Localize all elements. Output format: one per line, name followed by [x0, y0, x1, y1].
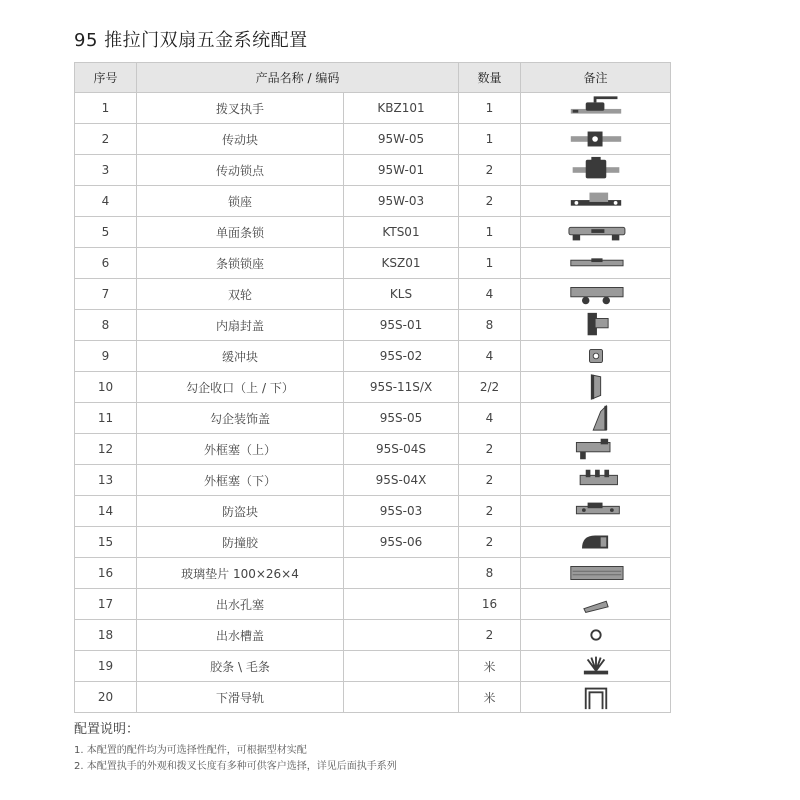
row-code: [344, 558, 459, 589]
row-no: 17: [75, 589, 137, 620]
table-row: [75, 372, 671, 403]
row-no: 13: [75, 465, 137, 496]
table-row: [75, 248, 671, 279]
row-qty: 16: [459, 589, 521, 620]
table-row: [75, 465, 671, 496]
row-no: 18: [75, 620, 137, 651]
row-no: 14: [75, 496, 137, 527]
row-no: 3: [75, 155, 137, 186]
frame-plug-top-icon: [561, 435, 631, 463]
row-remark: [521, 310, 671, 341]
row-no: 19: [75, 651, 137, 682]
frame-plug-bottom-icon: [561, 466, 631, 494]
table-header-row: [75, 63, 671, 93]
row-code: 95S-03: [344, 496, 459, 527]
row-name: 玻璃垫片 100×26×4: [137, 558, 344, 589]
row-no: 16: [75, 558, 137, 589]
header-remark: 备注: [521, 63, 671, 93]
row-qty: 1: [459, 93, 521, 124]
lock-seat-icon: [561, 187, 631, 215]
row-remark: [521, 217, 671, 248]
row-name: 外框塞（上）: [137, 434, 344, 465]
row-qty: 2: [459, 186, 521, 217]
row-name: 内扇封盖: [137, 310, 344, 341]
row-qty: 2/2: [459, 372, 521, 403]
table-row: [75, 93, 671, 124]
row-remark: [521, 372, 671, 403]
row-remark: [521, 589, 671, 620]
row-qty: 2: [459, 434, 521, 465]
row-name: 缓冲块: [137, 341, 344, 372]
row-no: 2: [75, 124, 137, 155]
bar-lock-icon: [561, 218, 631, 246]
row-qty: 4: [459, 341, 521, 372]
row-qty: 1: [459, 124, 521, 155]
anti-theft-block-icon: [561, 497, 631, 525]
row-no: 9: [75, 341, 137, 372]
page-title: 95 推拉门双扇五金系统配置: [74, 30, 308, 51]
notes-line-1: 1. 本配置的配件均为可选择性配件，可根据型材实配: [74, 745, 307, 756]
table-row: [75, 620, 671, 651]
table-row: [75, 589, 671, 620]
row-remark: [521, 682, 671, 713]
glass-shim-icon: [561, 559, 631, 587]
row-code: 95S-05: [344, 403, 459, 434]
row-code: KTS01: [344, 217, 459, 248]
table-row: [75, 279, 671, 310]
row-no: 15: [75, 527, 137, 558]
row-remark: [521, 465, 671, 496]
row-code: 95S-01: [344, 310, 459, 341]
row-code: 95S-04X: [344, 465, 459, 496]
row-name: 防撞胶: [137, 527, 344, 558]
double-wheel-icon: [561, 280, 631, 308]
row-qty: 2: [459, 465, 521, 496]
row-name: 锁座: [137, 186, 344, 217]
row-remark: [521, 527, 671, 558]
hook-cover-icon: [561, 404, 631, 432]
lock-point-icon: [561, 156, 631, 184]
row-qty: 1: [459, 248, 521, 279]
rail-icon: [561, 683, 631, 711]
row-no: 8: [75, 310, 137, 341]
row-name: 胶条 \ 毛条: [137, 651, 344, 682]
table-row: [75, 434, 671, 465]
row-code: 95S-04S: [344, 434, 459, 465]
row-name: 传动锁点: [137, 155, 344, 186]
row-no: 20: [75, 682, 137, 713]
hook-closure-icon: [561, 373, 631, 401]
row-qty: 2: [459, 620, 521, 651]
transmission-block-icon: [561, 125, 631, 153]
table-row: [75, 682, 671, 713]
row-no: 7: [75, 279, 137, 310]
row-code: 95S-11S/X: [344, 372, 459, 403]
row-code: KLS: [344, 279, 459, 310]
row-no: 1: [75, 93, 137, 124]
row-no: 10: [75, 372, 137, 403]
row-no: 11: [75, 403, 137, 434]
row-qty: 2: [459, 155, 521, 186]
row-name: 出水孔塞: [137, 589, 344, 620]
drain-cover-icon: [561, 621, 631, 649]
row-remark: [521, 124, 671, 155]
table-row: [75, 124, 671, 155]
row-code: [344, 589, 459, 620]
header-name-code: 产品名称 / 编码: [137, 63, 459, 93]
row-name: 出水槽盖: [137, 620, 344, 651]
table-row: [75, 217, 671, 248]
table-row: [75, 155, 671, 186]
bar-lock-seat-icon: [561, 249, 631, 277]
row-qty: 8: [459, 558, 521, 589]
row-remark: [521, 279, 671, 310]
row-code: [344, 682, 459, 713]
row-remark: [521, 93, 671, 124]
row-remark: [521, 248, 671, 279]
sash-cap-icon: [561, 311, 631, 339]
row-remark: [521, 620, 671, 651]
row-code: [344, 620, 459, 651]
buffer-block-icon: [561, 342, 631, 370]
row-qty: 4: [459, 279, 521, 310]
row-remark: [521, 403, 671, 434]
row-code: KBZ101: [344, 93, 459, 124]
row-name: 单面条锁: [137, 217, 344, 248]
row-remark: [521, 558, 671, 589]
row-code: [344, 651, 459, 682]
row-name: 传动块: [137, 124, 344, 155]
drain-plug-icon: [561, 590, 631, 618]
row-no: 5: [75, 217, 137, 248]
row-code: 95W-05: [344, 124, 459, 155]
config-table: [74, 62, 671, 713]
notes-line-2: 2. 本配置执手的外观和拨叉长度有多种可供客户选择，详见后面执手系列: [74, 761, 397, 772]
table-row: [75, 403, 671, 434]
row-name: 下滑导轨: [137, 682, 344, 713]
notes-heading: 配置说明：: [74, 722, 140, 737]
header-no: 序号: [75, 63, 137, 93]
row-name: 条锁锁座: [137, 248, 344, 279]
header-qty: 数量: [459, 63, 521, 93]
row-qty: 1: [459, 217, 521, 248]
row-remark: [521, 186, 671, 217]
table-row: [75, 558, 671, 589]
table-row: [75, 186, 671, 217]
handle-icon: [561, 94, 631, 122]
row-no: 4: [75, 186, 137, 217]
row-no: 12: [75, 434, 137, 465]
row-remark: [521, 341, 671, 372]
row-name: 勾企收口（上 / 下）: [137, 372, 344, 403]
row-qty: 4: [459, 403, 521, 434]
seal-strip-icon: [561, 652, 631, 680]
table-row: [75, 651, 671, 682]
row-no: 6: [75, 248, 137, 279]
row-code: KSZ01: [344, 248, 459, 279]
row-qty: 2: [459, 527, 521, 558]
row-name: 勾企装饰盖: [137, 403, 344, 434]
row-qty: 2: [459, 496, 521, 527]
row-name: 外框塞（下）: [137, 465, 344, 496]
table-row: [75, 310, 671, 341]
config-notes: [74, 718, 397, 775]
row-remark: [521, 155, 671, 186]
row-qty: 米: [459, 651, 521, 682]
row-code: 95S-02: [344, 341, 459, 372]
row-qty: 8: [459, 310, 521, 341]
row-code: 95W-01: [344, 155, 459, 186]
row-code: 95S-06: [344, 527, 459, 558]
table-row: [75, 527, 671, 558]
bumper-icon: [561, 528, 631, 556]
row-name: 拨叉执手: [137, 93, 344, 124]
table-row: [75, 341, 671, 372]
row-remark: [521, 434, 671, 465]
row-code: 95W-03: [344, 186, 459, 217]
row-name: 防盗块: [137, 496, 344, 527]
row-name: 双轮: [137, 279, 344, 310]
row-remark: [521, 496, 671, 527]
table-row: [75, 496, 671, 527]
row-remark: [521, 651, 671, 682]
row-qty: 米: [459, 682, 521, 713]
